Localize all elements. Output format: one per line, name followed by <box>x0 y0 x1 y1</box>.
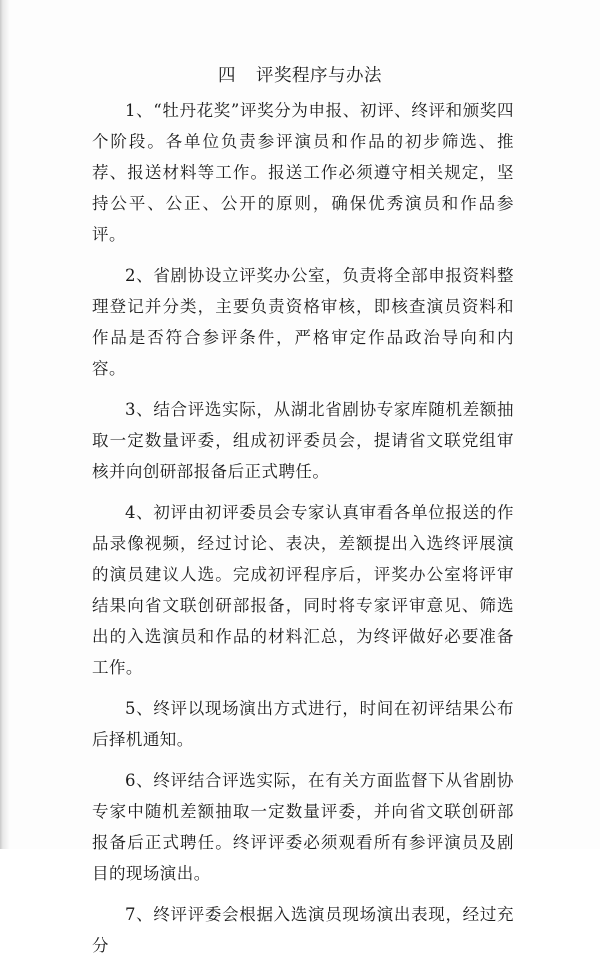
paragraph-6: 6、终评结合评选实际，在有关方面监督下从省剧协专家中随机差额抽取一定数量评委，并向省文联创研部报备后正式聘任。终评评委必须观看所有参评演员及剧目的现场演出。 <box>92 771 514 883</box>
section-number: 四 <box>218 66 236 86</box>
section-heading <box>0 64 600 88</box>
paragraph-5: 5、终评以现场演出方式进行，时间在初评结果公布后择机通知。 <box>92 699 514 749</box>
document-body <box>92 95 514 971</box>
paragraph-2: 2、省剧协设立评奖办公室，负责将全部申报资料整理登记并分类，主要负责资格审核，即核查演员资料和作品是否符合参评条件，严格审定作品政治导向和内容。 <box>92 266 514 378</box>
scan-edge-shadow <box>0 0 10 849</box>
paragraph-4: 4、初评由初评委员会专家认真审看各单位报送的作品录像视频，经过讨论、表决，差额提出入选终评展演的演员建议人选。完成初评程序后，评奖办公室将评审结果向省文联创研部报备，同时将专家评审意见、筛选出的入选演员和作品的材料汇总，为终评做好必要准备工作。 <box>92 503 514 677</box>
paragraph-7: 7、终评评委会根据入选演员现场演出表现，经过充分 <box>92 905 514 955</box>
section-title: 评奖程序与办法 <box>256 66 382 86</box>
paragraph-3: 3、结合评选实际，从湖北省剧协专家库随机差额抽取一定数量评委，组成初评委员会，提请省文联党组审核并向创研部报备后正式聘任。 <box>92 400 514 481</box>
paragraph-1: 1、“牡丹花奖”评奖分为申报、初评、终评和颁奖四个阶段。各单位负责参评演员和作品的初步筛选、推荐、报送材料等工作。报送工作必须遵守相关规定，坚持公平、公正、公开的原则，确保优秀演员和作品参评。 <box>92 101 514 244</box>
